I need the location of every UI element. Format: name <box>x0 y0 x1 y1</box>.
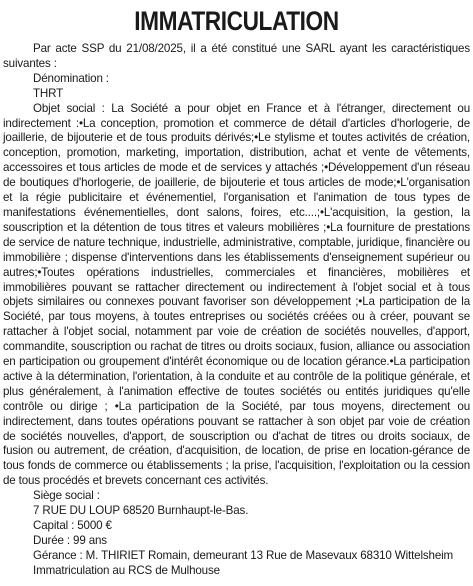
objet-social-paragraph: Objet social : La Société a pour objet en France et à l'étranger, directement ou indirectement :•La conception, promotion et commerce de détail d'articles d'horlogerie, de joaillerie, de bijouterie et de tous produits dérivés;•Le stylisme et toutes activités de création, conception, promotion, marketing, importation, distribution, achat et vente de vêtements, accessoires et tous articles de mode et de services y attachés ;•Développement d'un réseau de boutiques d'horlogerie, de joaillerie, de bijouterie et tous articles de mode;•L'organisation et la régie publicitaire et événementiel, l'organisation et l'animation de tous types de manifestations événementielles, dont salons, foires, etc....;•L'acquisition, la gestion, la souscription et la détention de tous titres et valeurs mobilières ;•La fourniture de prestations de service de nature technique, industrielle, administrative, comptable, juridique, financière ou immobilière ; dispense d'interventions dans les établissements d'enseignement supérieur ou autres;•Toutes opérations industrielles, commerciales et financières, mobilières et immobilières pouvant se rattacher directement ou indirectement à l'objet social et à tous objets similaires ou connexes pouvant favoriser son développement ;•La participation de la Société, par tous moyens, à toutes entreprises ou sociétés créées ou à créer, pouvant se rattacher à l'objet social, notamment par voie de création de sociétés nouvelles, d'apport, commandite, souscription ou rachat de titres ou droits sociaux, fusion, alliance ou association en participation ou groupement d'intérêt économique ou de location gérance.•La participation active à la détermination, l'orientation, à la conduite et au contrôle de la politique générale, et plus généralement, à l'animation effective de toutes sociétés ou entités juridiques qu'elle contrôle ou dirige ; •La participation de la Société, par tous moyens, directement ou indirectement, dans toutes opérations pouvant se rattacher à son objet par voie de création de sociétés nouvelles, d'apport, de souscription ou d'achat de titres ou droits sociaux, de fusion ou autrement, de création, d'acquisition, de location, de prise en location-gérance de tous fonds de commerce ou établissements ; la prise, l'acquisition, l'exploitation ou la cession de tous procédés et brevets concernant ces activités. <box>3 101 470 488</box>
immatriculation-line: Immatriculation au RCS de Mulhouse <box>33 563 220 577</box>
denomination-value: THRT <box>33 86 64 100</box>
notice-body <box>3 42 470 579</box>
denomination-label: Dénomination : <box>33 71 109 85</box>
intro-paragraph: Par acte SSP du 21/08/2025, il a été constitué une SARL ayant les caractéristiques suivantes : <box>3 42 470 70</box>
capital-line: Capital : 5000 € <box>33 519 112 532</box>
siege-label: Siège social : <box>33 489 100 503</box>
duree-line: Durée : 99 ans <box>33 533 107 547</box>
gerance-line: Gérance : M. THIRIET Romain, demeurant 13 Rue de Masevaux 68310 Wittelsheim <box>33 548 454 562</box>
notice-title: IMMATRICULATION <box>134 6 339 36</box>
siege-address: 7 RUE DU LOUP 68520 Burnhaupt-le-Bas. <box>33 504 249 518</box>
